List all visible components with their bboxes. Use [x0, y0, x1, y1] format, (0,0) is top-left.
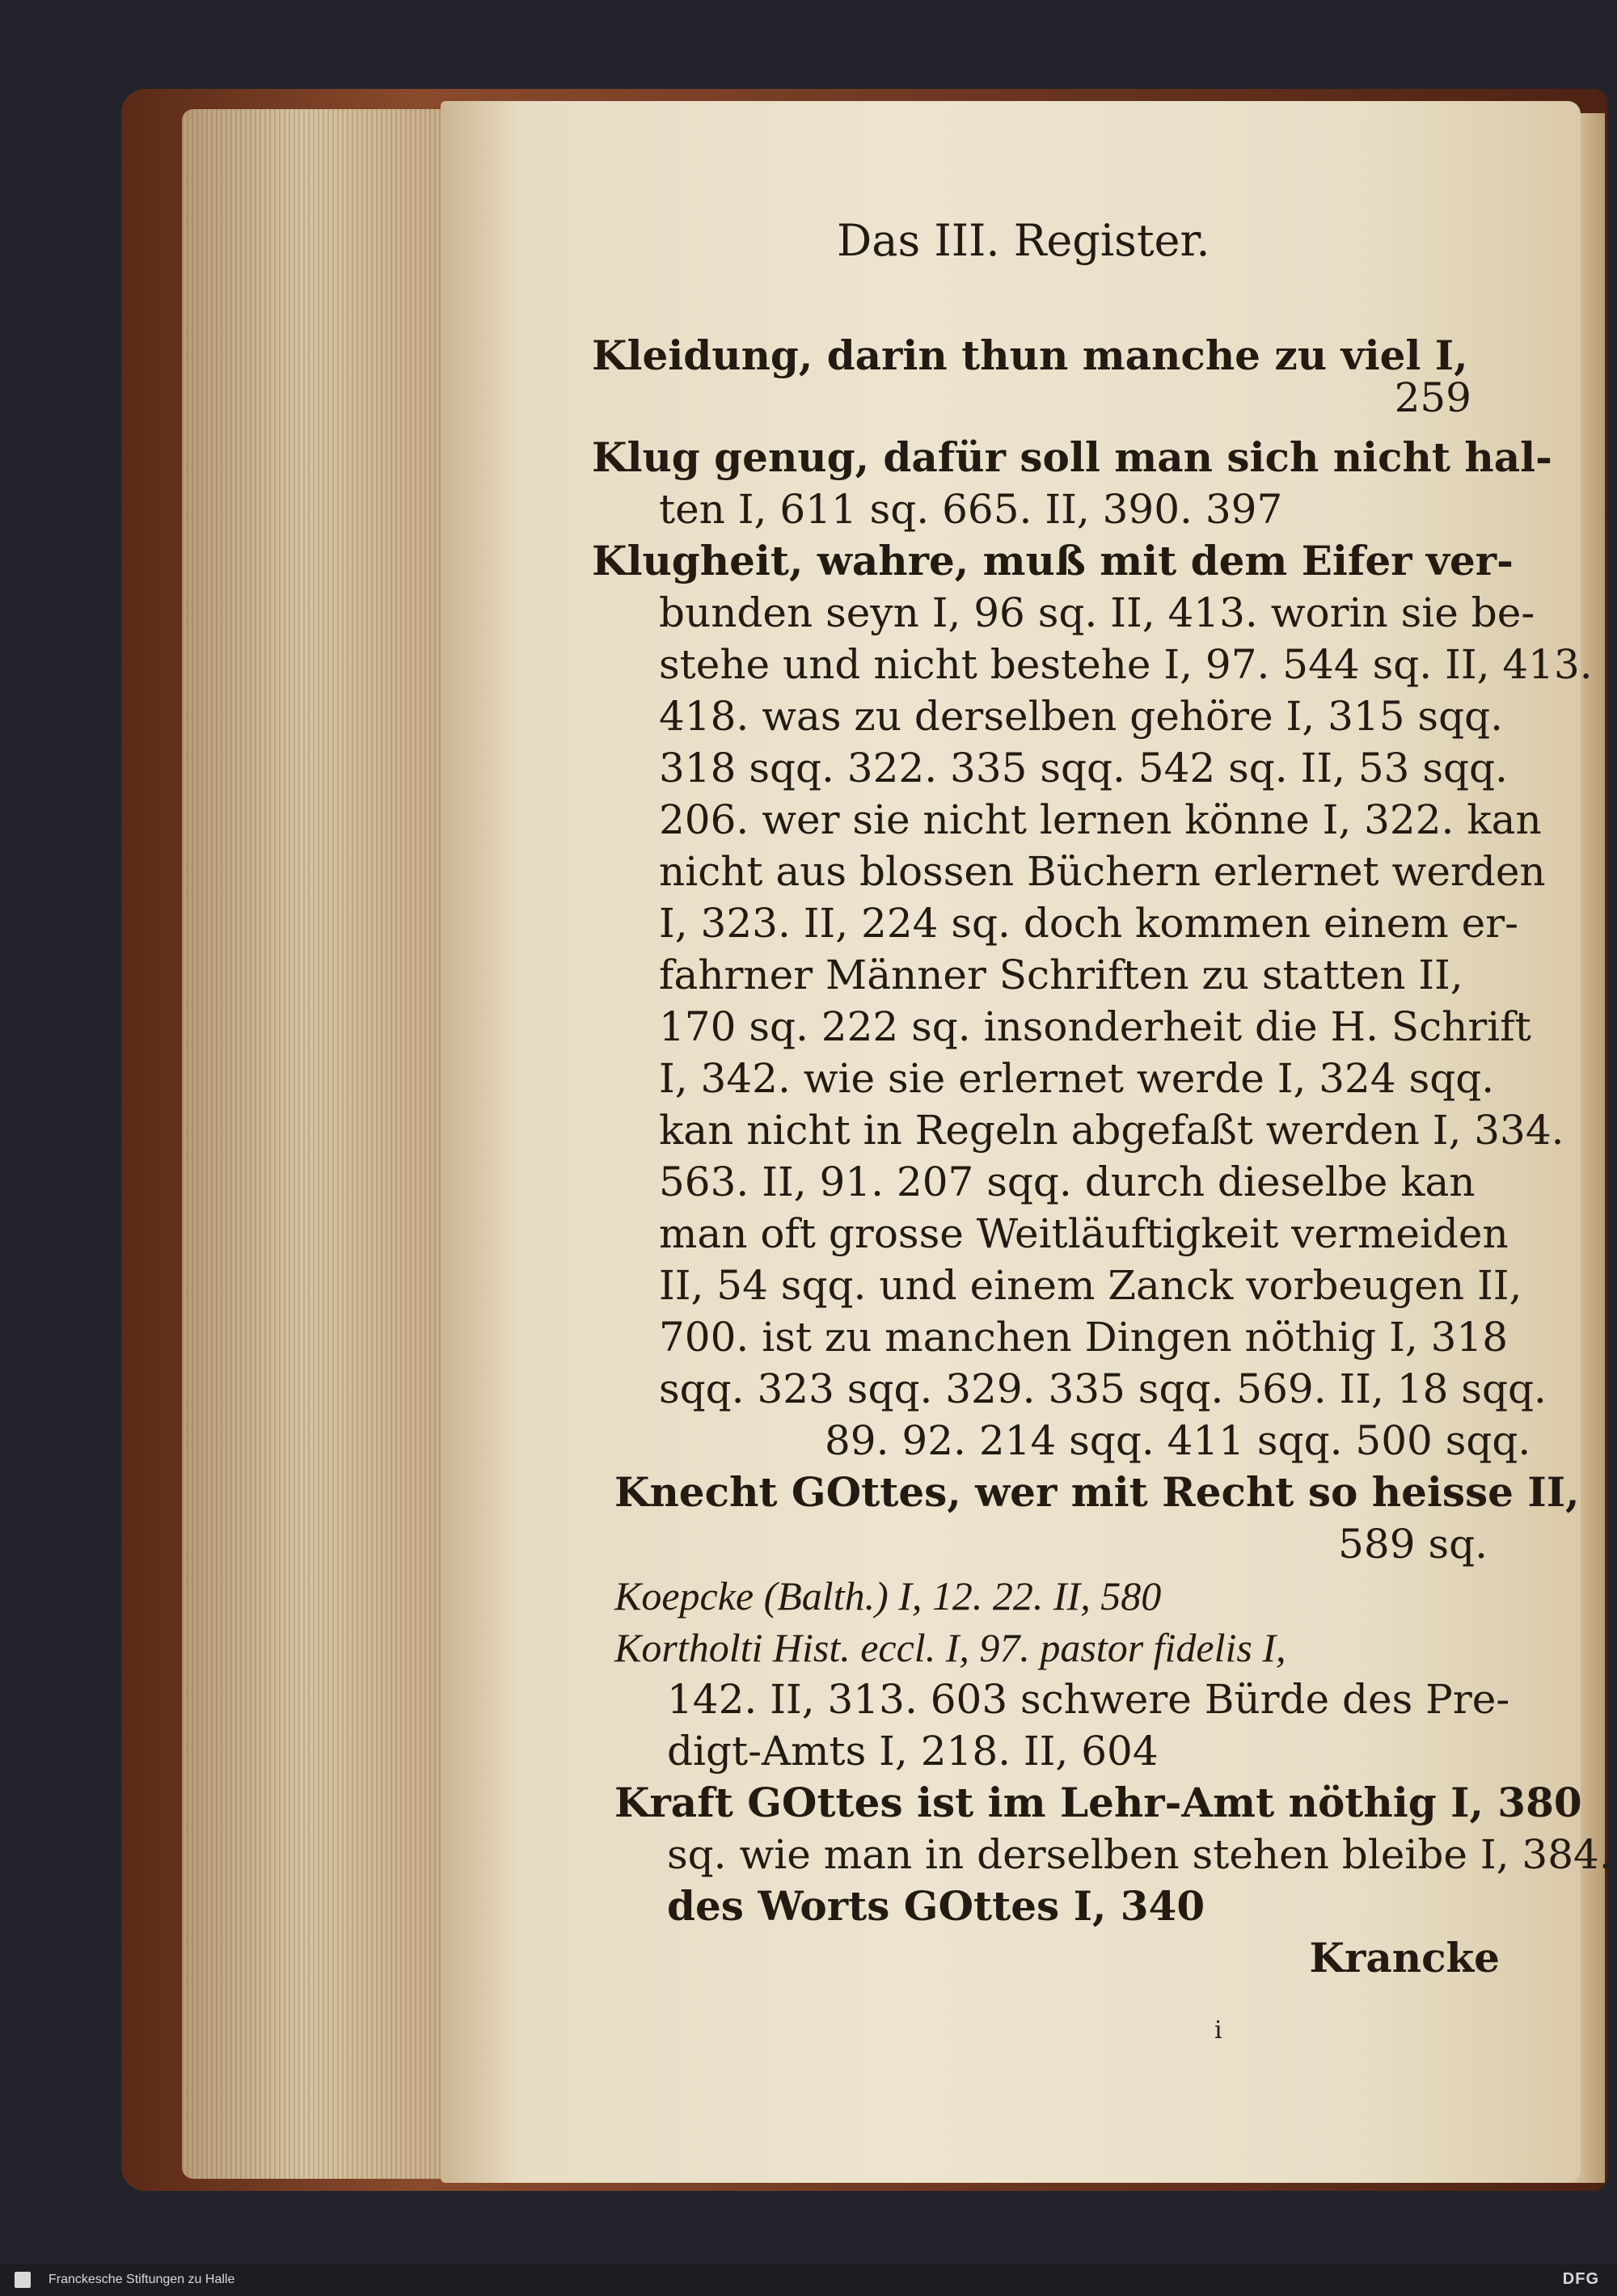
index-line: 563. II, 91. 207 sqq. durch dieselbe kan	[659, 1159, 1476, 1205]
index-line: 700. ist zu manchen Dingen nöthig I, 318	[659, 1314, 1509, 1361]
catchword: Krancke	[1309, 1934, 1500, 1982]
index-line: 206. wer sie nicht lernen könne I, 322. kan	[659, 796, 1542, 843]
index-line: 259	[1394, 374, 1471, 421]
index-line: 418. was zu derselben gehöre I, 315 sqq.	[659, 693, 1503, 740]
index-line: nicht aus blossen Büchern erlernet werden	[659, 848, 1546, 895]
index-line: II, 54 sqq. und einem Zanck vorbeugen II,	[659, 1262, 1522, 1309]
index-line: Koepcke (Balth.) I, 12. 22. II, 580	[614, 1573, 1162, 1619]
index-line: fahrner Männer Schriften zu statten II,	[659, 952, 1463, 998]
index-line: Kortholti Hist. eccl. I, 97. pastor fidelis I,	[614, 1625, 1286, 1670]
funder-logo: DFG	[1562, 2270, 1599, 2288]
index-line: 318 sqq. 322. 335 sqq. 542 sq. II, 53 sqq.	[659, 745, 1508, 791]
index-line: I, 342. wie sie erlernet werde I, 324 sqq.	[659, 1055, 1495, 1102]
index-line: sq. wie man in derselben stehen bleibe I, 384.	[667, 1831, 1612, 1878]
index-line: Knecht GOttes, wer mit Recht so heisse II,	[614, 1468, 1580, 1516]
index-line: Kraft GOttes ist im Lehr-Amt nöthig I, 380	[614, 1779, 1582, 1826]
index-line: ten I, 611 sq. 665. II, 390. 397	[659, 486, 1283, 533]
viewer-footer	[0, 2264, 1617, 2296]
index-line: I, 323. II, 224 sq. doch kommen einem er-	[659, 900, 1519, 947]
index-line: des Worts GOttes I, 340	[667, 1882, 1205, 1930]
signature-mark: i	[1214, 2016, 1222, 2045]
index-line: Klug genug, dafür soll man sich nicht hal-	[592, 433, 1552, 481]
index-line: kan nicht in Regeln abgefaßt werden I, 334.	[659, 1107, 1564, 1154]
index-line: stehe und nicht bestehe I, 97. 544 sq. II, 413.	[659, 641, 1593, 688]
index-line: sqq. 323 sqq. 329. 335 sqq. 569. II, 18 sqq.	[659, 1365, 1547, 1412]
index-line: 142. II, 313. 603 schwere Bürde des Pre-	[667, 1676, 1510, 1723]
institution-logo-icon	[15, 2272, 31, 2288]
index-line: 89. 92. 214 sqq. 411 sqq. 500 sqq.	[825, 1417, 1531, 1464]
running-title: Das III. Register.	[837, 215, 1210, 266]
index-line: Klugheit, wahre, muß mit dem Eifer ver-	[592, 537, 1514, 585]
index-line: 170 sq. 222 sq. insonderheit die H. Schrift	[659, 1003, 1531, 1050]
index-line: bunden seyn I, 96 sq. II, 413. worin sie be-	[659, 589, 1535, 636]
institution-name: Franckesche Stiftungen zu Halle	[49, 2273, 235, 2286]
index-line: 589 sq.	[1338, 1521, 1488, 1568]
index-line: Kleidung, darin thun manche zu viel I,	[592, 331, 1468, 379]
index-line: digt-Amts I, 218. II, 604	[667, 1728, 1159, 1775]
index-line: man oft grosse Weitläuftigkeit vermeiden	[659, 1210, 1509, 1257]
